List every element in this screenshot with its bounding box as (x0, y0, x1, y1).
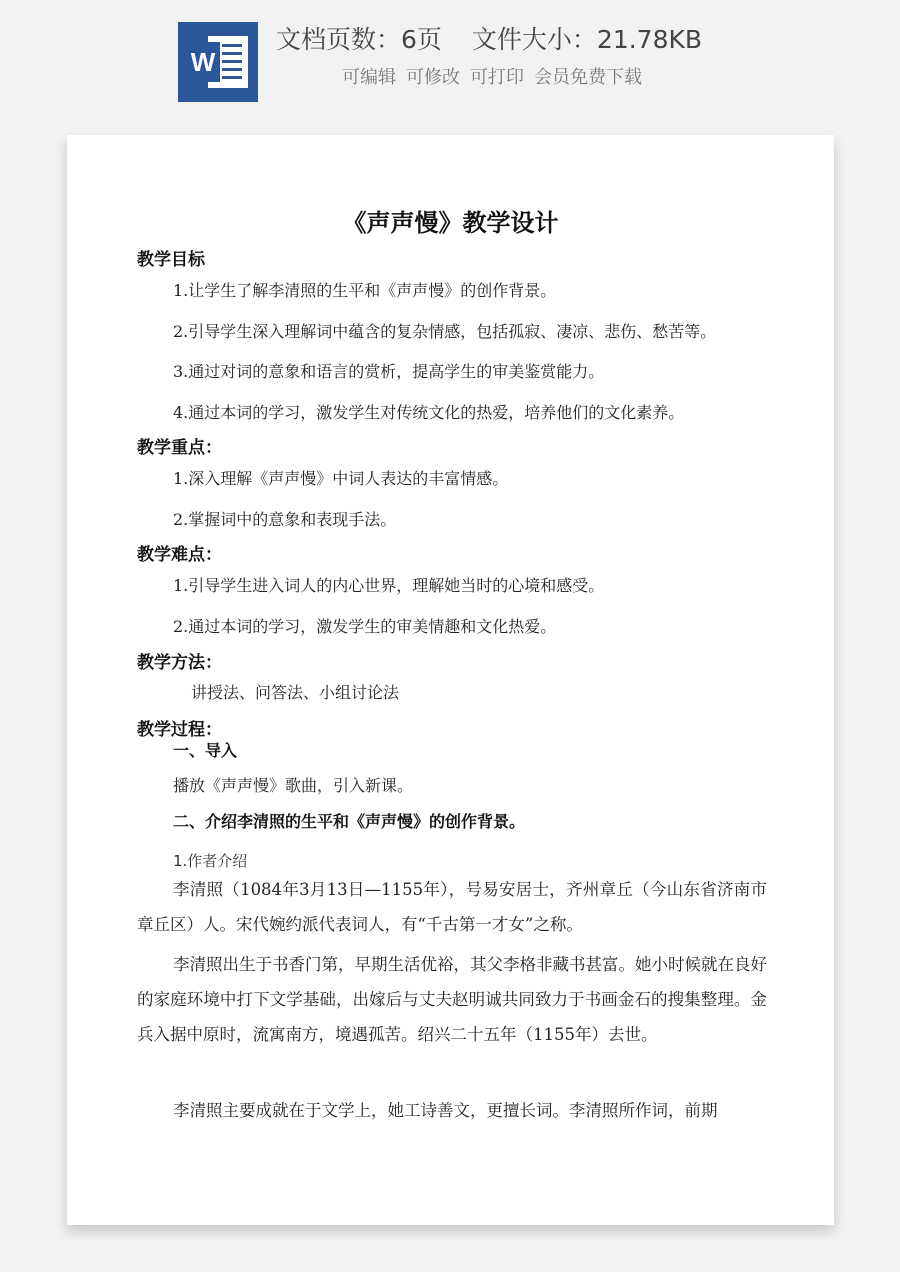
step2-title: 二、介绍李清照的生平和《声声慢》的创作背景。 (173, 812, 526, 831)
page-count: 文档页数：6页 (276, 25, 442, 54)
author-paragraph: 李清照出生于书香门第，早期生活优裕，其父李格非藏书甚富。她小时候就在良好的家庭环境中打下文学基础，出嫁后与丈夫赵明诚共同致力于书画金石的搜集整理。金兵入据中原时，流寓南方，境遇孤苦。绍兴二十五年（1155年）去世。 (137, 955, 767, 1044)
key-points-heading: 教学重点： (137, 438, 222, 458)
feature-printable: 可打印 (470, 67, 524, 88)
key-point-item: 2.掌握词中的意象和表现手法。 (173, 510, 397, 529)
difficulty-item: 1.引导学生进入词人的内心世界，理解她当时的心境和感受。 (173, 576, 605, 595)
file-stats (276, 20, 702, 60)
step1-text: 播放《声声慢》歌曲，引入新课。 (173, 776, 414, 795)
feature-editable: 可编辑 (342, 67, 396, 88)
methods-heading: 教学方法： (137, 653, 222, 673)
word-icon-letter: W (190, 47, 216, 77)
word-document-icon (178, 22, 258, 102)
methods-text: 讲授法、问答法、小组讨论法 (191, 683, 400, 702)
step1-title: 一、导入 (173, 741, 238, 760)
feature-list (342, 64, 652, 92)
author-paragraph: 李清照主要成就在于文学上，她工诗善文，更擅长词。李清照所作词，前期 (173, 1101, 718, 1120)
process-heading: 教学过程： (137, 720, 222, 740)
objective-item: 1.让学生了解李清照的生平和《声声慢》的创作背景。 (173, 281, 557, 300)
objective-item: 3.通过对词的意象和语言的赏析，提高学生的审美鉴赏能力。 (173, 362, 605, 381)
document-title: 《声声慢》教学设计 (342, 209, 559, 237)
key-point-item: 1.深入理解《声声慢》中词人表达的丰富情感。 (173, 469, 509, 488)
file-size: 文件大小：21.78KB (471, 25, 703, 54)
objective-item: 4.通过本词的学习，激发学生对传统文化的热爱，培养他们的文化素养。 (173, 403, 685, 422)
difficulty-item: 2.通过本词的学习，激发学生的审美情趣和文化热爱。 (173, 617, 557, 636)
feature-modifiable: 可修改 (406, 67, 460, 88)
author-paragraph: 李清照（1084年3月13日—1155年），号易安居士，齐州章丘（今山东省济南市章丘区）人。宋代婉约派代表词人，有“千古第一才女”之称。 (137, 880, 767, 934)
author-intro-label: 1.作者介绍 (173, 852, 248, 870)
objective-item: 2.引导学生深入理解词中蕴含的复杂情感，包括孤寂、凄凉、悲伤、愁苦等。 (173, 322, 717, 341)
feature-member-download: 会员免费下载 (534, 67, 642, 88)
document-info-banner (0, 0, 900, 115)
objectives-heading: 教学目标 (137, 250, 205, 270)
document-page (67, 135, 834, 1225)
difficulties-heading: 教学难点： (137, 545, 222, 565)
